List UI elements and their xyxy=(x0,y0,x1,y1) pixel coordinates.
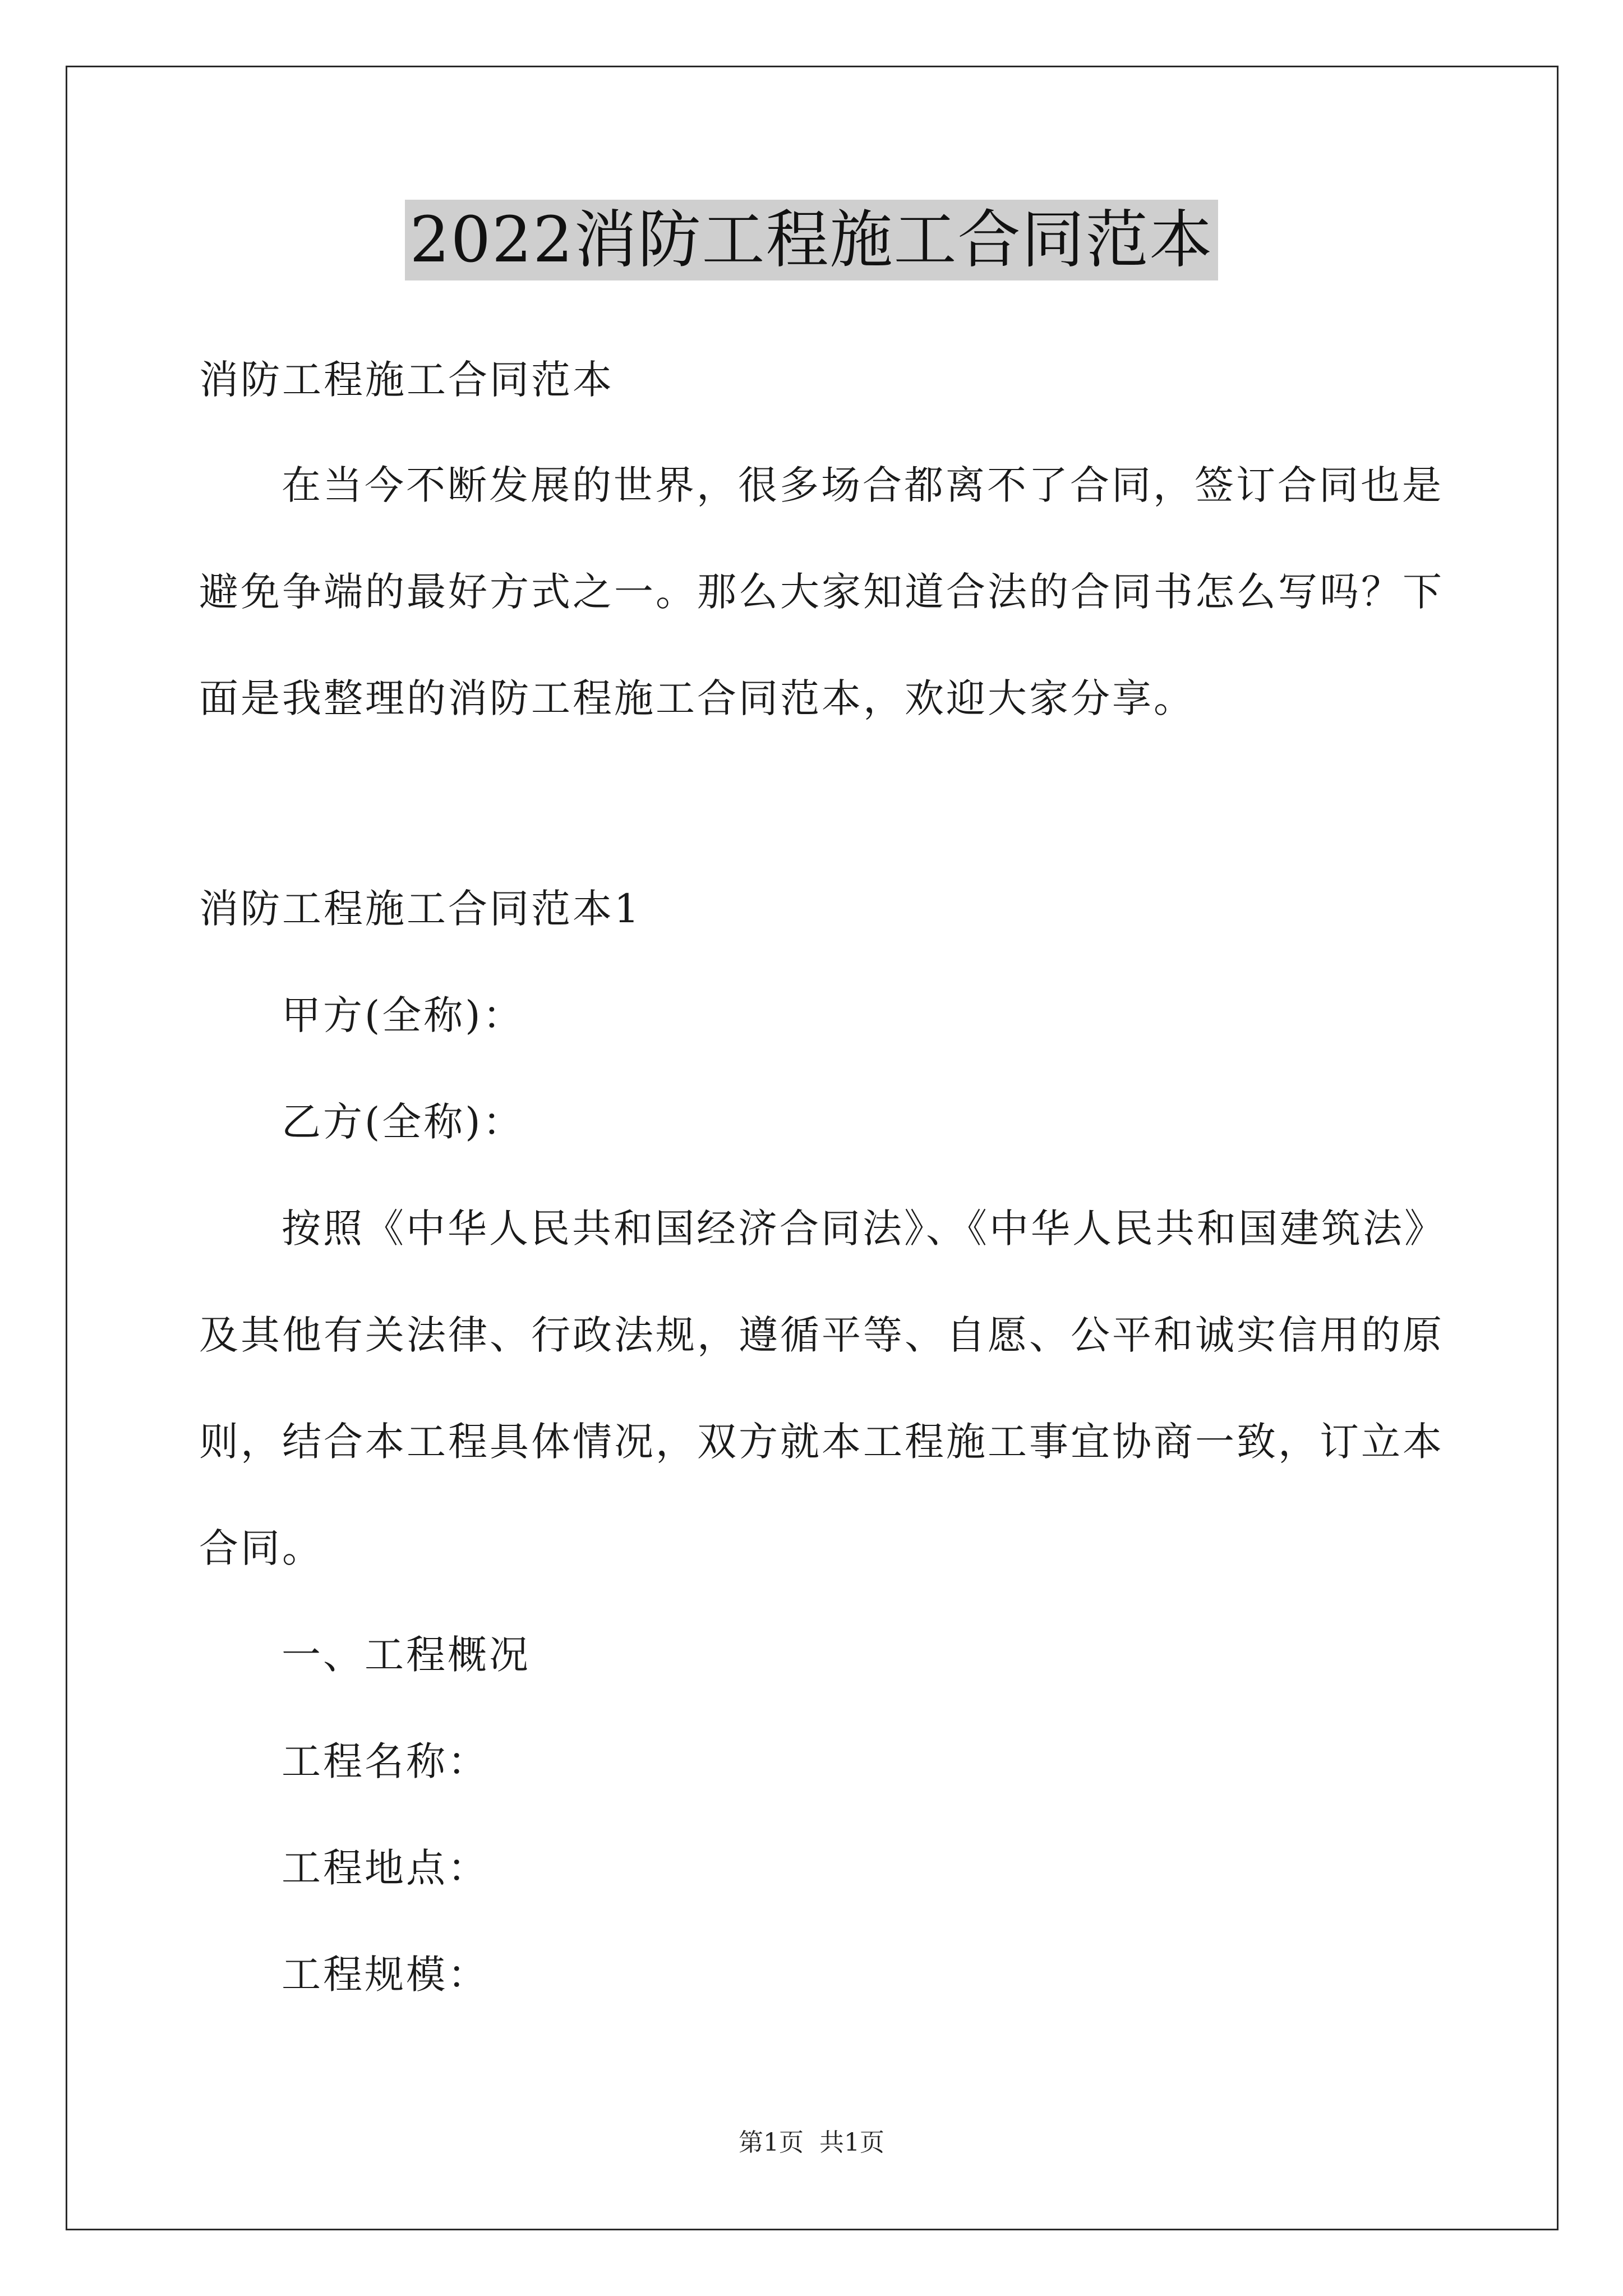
page-footer xyxy=(0,2126,1623,2160)
title-container xyxy=(0,200,1623,280)
clause-line-4: 合同。 xyxy=(199,1525,324,1571)
clause-line-2: 及其他有关法律、行政法规，遵循平等、自愿、公平和诚实信用的原 xyxy=(199,1312,1444,1358)
party-b: 乙方(全称)： xyxy=(282,1099,524,1145)
project-name-field: 工程名称： xyxy=(282,1738,489,1784)
section-one-heading: 一、工程概况 xyxy=(282,1632,531,1678)
section-heading: 消防工程施工合同范本1 xyxy=(199,886,642,932)
party-a: 甲方(全称)： xyxy=(282,992,524,1038)
project-scale-field: 工程规模： xyxy=(282,1952,489,1998)
page-number: 第1页 xyxy=(739,2128,804,2157)
intro-line-3: 面是我整理的消防工程施工合同范本，欢迎大家分享。 xyxy=(199,675,1195,721)
clause-line-1: 按照《中华人民共和国经济合同法》、《中华人民共和国建筑法》 xyxy=(282,1205,1446,1251)
intro-line-2: 避免争端的最好方式之一。那么大家知道合法的合同书怎么写吗？下 xyxy=(199,569,1444,615)
document-title: 2022消防工程施工合同范本 xyxy=(405,200,1218,280)
intro-line-1: 在当今不断发展的世界，很多场合都离不了合同，签订合同也是 xyxy=(282,462,1444,508)
clause-line-3: 则，结合本工程具体情况，双方就本工程施工事宜协商一致，订立本 xyxy=(199,1419,1444,1465)
subtitle: 消防工程施工合同范本 xyxy=(199,357,614,403)
page-total: 共1页 xyxy=(819,2128,884,2157)
project-location-field: 工程地点： xyxy=(282,1845,489,1891)
